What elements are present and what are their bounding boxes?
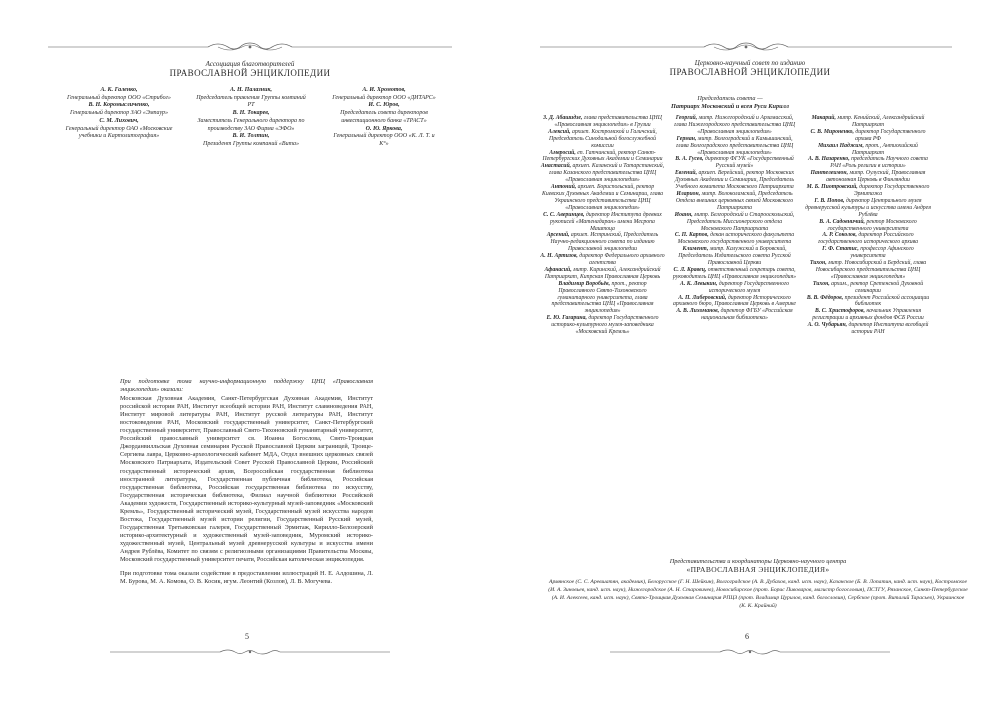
council-member <box>672 246 797 267</box>
member-title: митр. Волгоградский и Камышинский, глава Волгоградского представительства ЦНЦ «Православная энциклопедия» <box>675 135 794 156</box>
ack-institutions: Московская Духовная Академия, Санкт-Петербургская Духовная Академия, Институт российской истории РАН, Институт всеобщей истории РАН, Институт славяноведения РАН, Институт мировой литературы РАН, Институт русской литературы РАН, Институт востоковедения РАН, Московский государственный университет, Санкт-Петербургский государственный университет, Православный Свято-Тихоновский гуманитарный университет, Российский православный университет св. Иоанна Богослова, Свято-Троицкая Джорданвилльская Духовная семинария Русской Православной Церкви заграницей, Троице-Сергиева лавра, Церковно-археологический кабинет МДА, Отдел внешних церковных связей Московского Патриархата, Издательский Совет Русской Православной Церкви, Российский государственный исторический архив, Всероссийская государственная библиотека иностранной литературы, Государственная публичная библиотека, Российская государственная библиотека, Российская государственная библиотека по искусству, Государственная историческая библиотека, Филиал научной библиотеки Российской Академии художеств, Государственный историко-культурный музей-заповедник «Московский Кремль», Государственный исторический музей, Государственный музей искусства народов Востока, Государственный музей истории религии, Государственный Русский музей, Государственная Третьяковская галерея, Государственный Эрмитаж, Кирилло-Белозерский историко-архитектурный и художественный музей-заповедник, Муромский историко-художественный музей, Центральный музей древнерусской культуры и искусства имени Андрея Рублёва, Комитет по связям с религиозными организациями Правительства Москвы, Московский государственный университет печати, Российская католическая энциклопедия. <box>120 395 373 564</box>
council-member <box>540 267 665 281</box>
member-name: Алексий, <box>548 128 571 135</box>
member-title: архиеп. Верейский, ректор Московских Духовных Академии и Семинарии, Председатель Учебного комитета Московского Патриархата <box>675 170 795 191</box>
member-name: М. Б. Пиотровский, <box>806 184 858 191</box>
member-title: директор Российского государственного исторического архива <box>818 232 918 246</box>
council-member <box>804 143 932 157</box>
member-name: А. К. Левыкин, <box>680 280 718 287</box>
member-title: директор ФГУК «Государственный Русский музей» <box>704 156 794 170</box>
council-member <box>672 267 797 281</box>
member-title: профессор Афинского университета <box>850 246 914 260</box>
council-member <box>540 232 665 253</box>
council-member <box>540 115 665 129</box>
donor-title: Заместитель Генерального директора по производству ЗАО Фирма «ЭФО» <box>197 117 305 132</box>
header-ornament <box>540 40 952 54</box>
council-member <box>540 150 665 164</box>
council-header <box>500 59 1000 77</box>
council-member <box>540 163 665 184</box>
member-name: С. С. Аверинцев, <box>543 211 585 218</box>
council-member <box>804 129 932 143</box>
member-name: А. Н. Артизов, <box>540 253 578 260</box>
ack-illustrations: При подготовке тома оказали содействие в предоставлении иллюстраций Н. Е. Алдошина, Л. М. Бурова, М. А. Комова, О. В. Косик, игум. Леонтий (Козлов), Л. В. Могучева. <box>120 570 373 586</box>
donor-column-1 <box>64 87 174 141</box>
member-name: Пантелеимон, <box>810 170 849 177</box>
member-title: прот., ректор Православного Свято-Тихоновского гуманитарного университета, глава представительства ЦНЦ «Православная энциклопедия» <box>551 280 654 315</box>
member-title: директор Государственного Эрмитажа <box>853 184 930 197</box>
member-name: В. А. Садовничий, <box>819 218 865 225</box>
council-member <box>804 184 932 198</box>
council-chairman <box>600 95 860 111</box>
member-name: С. Л. Кравец, <box>673 266 707 273</box>
council-member <box>672 308 797 322</box>
donor-title: Генеральный директор ООО «К. Л. Т. и К°» <box>333 133 435 147</box>
member-title: председатель Научного совета РАН «Роль религии в истории» <box>830 156 928 170</box>
member-name: Анастасий, <box>540 163 572 170</box>
donor-name: С. М. Лихович, <box>99 117 139 124</box>
donor-title: Генеральный директор ОАО «Московские учебники и Картолитография» <box>65 125 173 140</box>
ack-intro: При подготовке тома научно-информационную поддержку ЦНЦ «Православная энциклопедия» оказали: <box>120 378 373 394</box>
member-name: З. Д. Абашидзе, <box>543 115 583 121</box>
member-title: митр. Кенийский, Александрийский Патриархат <box>837 115 925 128</box>
association-header <box>0 60 500 78</box>
member-title: митр. Калужский и Боровский, Председатель Издательского совета Русской Православной Церкви <box>678 246 791 267</box>
council-member <box>672 191 797 212</box>
council-member <box>540 315 665 336</box>
member-name: Михаил Наджим, <box>818 142 864 149</box>
council-member <box>804 170 932 184</box>
member-title: архиеп. Бориспольский, ректор Киевских Духовных Академии и Семинарии, глава Украинского представительства ЦНЦ «Православная энциклопедия» <box>542 184 663 211</box>
member-name: В. С. Христофоров, <box>814 308 865 315</box>
council-header-line2: ПРАВОСЛАВНОЙ ЭНЦИКЛОПЕДИИ <box>669 67 831 78</box>
member-title: начальник Управления регистрации и архивных фондов ФСБ России <box>812 308 924 322</box>
member-title: директор ФГБУ «Российская национальная библиотека» <box>701 308 793 322</box>
member-title: директор Института древних рукописей «Матенадаран» имени Месропа Маштоца <box>550 211 662 232</box>
council-member <box>804 322 932 336</box>
member-title: прот., Антиохийский Патриархат <box>851 142 918 156</box>
member-title: митр. Оулуский, Православная автономная Церковь в Финляндии <box>826 170 926 184</box>
association-header-line1: Ассоциация благотворителей <box>205 60 295 68</box>
representations-section <box>548 558 968 609</box>
member-title: директор Государственного историко-культурного музея-заповедника «Московский Кремль» <box>551 315 659 336</box>
donor-entry <box>64 87 174 102</box>
council-member <box>540 281 665 316</box>
donor-entry <box>192 133 310 148</box>
footer-ornament-right <box>610 644 890 654</box>
member-title: директор Центрального музея древнерусской культуры и искусства имени Андрея Рублёва <box>805 197 931 218</box>
council-member <box>804 115 932 129</box>
representations-heading-line2: «ПРАВОСЛАВНАЯ ЭНЦИКЛОПЕДИЯ» <box>686 565 830 574</box>
council-member <box>540 212 665 233</box>
council-member <box>804 308 932 322</box>
donor-entry <box>328 102 440 125</box>
member-title: митр. Киринский, Александрийский Патриархат, Кипрская Православная Церковь <box>544 266 661 280</box>
member-title: митр. Нижегородский и Арзамасский, глава Нижегородского представительства ЦНЦ «Православная энциклопедия» <box>673 115 796 135</box>
member-name: Арсений, <box>546 232 570 239</box>
member-title: архим., ректор Сретенской Духовной семинарии <box>831 280 924 294</box>
member-name: Евгений, <box>674 170 698 177</box>
member-name: Владимир Воробьёв, <box>558 280 611 287</box>
member-title: директор Исторического архивного бюро, Православная Церковь в Америке <box>673 294 796 308</box>
donor-title: Председатель правления Группы компаний РТ <box>196 94 306 109</box>
donor-name: В. Н. Коромысличенко, <box>88 102 150 109</box>
council-member <box>540 184 665 212</box>
donor-name: И. С. Юров, <box>368 102 400 109</box>
member-title: президент Российской ассоциации библиотек <box>844 294 930 308</box>
council-column-2 <box>672 115 797 322</box>
donor-title: Генеральный директор ООО «Стрибог» <box>67 94 171 101</box>
council-member <box>804 198 932 219</box>
donor-title: Генеральный директор ЗАО «Эмпаур» <box>69 110 169 117</box>
donor-name: А. Н. Палазник, <box>230 87 272 93</box>
donor-entry <box>192 87 310 110</box>
council-member <box>672 295 797 309</box>
donor-name: В. И. Толтин, <box>232 133 270 140</box>
page-number-left: 5 <box>245 632 249 641</box>
member-title: директор Государственного исторического музея <box>708 280 789 294</box>
member-title: архиеп. Истринский, Председатель Научно-редакционного совета по изданию Православной энциклопедии <box>550 232 659 253</box>
page-number-right: 6 <box>745 632 749 641</box>
donor-title: Президент Группы компаний «Вита» <box>203 140 299 147</box>
donor-entry <box>328 126 440 149</box>
association-header-line2: ПРАВОСЛАВНОЙ ЭНЦИКЛОПЕДИИ <box>169 68 331 79</box>
member-name: А. В. Назаренко, <box>808 156 850 163</box>
chairman-name: Патриарх Московский и всея Руси Кирилл <box>671 103 789 110</box>
council-member <box>672 212 797 233</box>
member-name: Тихон, <box>809 260 827 267</box>
member-name: Г. В. Попов, <box>814 197 845 204</box>
member-name: Антоний, <box>550 184 577 191</box>
council-member <box>672 156 797 170</box>
donor-name: О. Ю. Яркова, <box>365 125 403 132</box>
council-header-line1: Церковно-научный совет по изданию <box>694 59 806 67</box>
member-title: директор Института всеобщей истории РАН <box>848 322 929 336</box>
council-member <box>540 253 665 267</box>
council-member <box>804 232 932 246</box>
member-title: директор Федерального архивного агентства <box>579 253 665 267</box>
member-name: А. В. Лихоманов, <box>676 308 720 315</box>
member-title: архиеп. Казанский и Татарстанский, глава Казанского представительства ЦНЦ «Православная энциклопедия» <box>548 163 665 184</box>
donor-entry <box>328 87 440 102</box>
member-title: глава представительства ЦНЦ «Православная энциклопедия» в Грузии <box>554 115 662 128</box>
header-ornament <box>48 40 452 54</box>
member-name: Г. Ф. Статис, <box>822 246 859 253</box>
member-name: В. В. Фёдоров, <box>806 294 844 301</box>
member-name: В. А. Гусев, <box>675 156 704 163</box>
footer-ornament-left <box>110 644 390 654</box>
member-name: Иоанн, <box>674 211 693 218</box>
member-name: А. О. Чубарьян, <box>807 322 848 329</box>
member-title: ректор Московского государственного университета <box>827 218 917 232</box>
member-name: Е. Ю. Гагарина, <box>546 315 587 322</box>
member-title: директор Государственного архива РФ <box>855 128 926 142</box>
donor-entry <box>64 118 174 141</box>
member-title: еп. Гатчинский, ректор Санкт-Петербургских Духовных Академии и Семинарии <box>542 149 663 163</box>
council-member <box>672 281 797 295</box>
donor-title: Генеральный директор ООО «ДИТАРС» <box>332 94 436 101</box>
representations-heading-line1: Представительства и координаторы Церковно-научного центра <box>669 558 847 565</box>
donor-name: А. К. Галенко, <box>100 87 138 93</box>
acknowledgements <box>120 378 373 592</box>
member-name: Афанасий, <box>544 266 572 273</box>
donor-column-2 <box>192 87 310 149</box>
member-name: С. П. Карпов, <box>674 232 709 239</box>
member-name: А. Р. Соколов, <box>822 232 857 239</box>
member-name: Климент, <box>682 246 709 253</box>
member-name: Амвросий, <box>549 149 576 156</box>
council-column-3 <box>804 115 932 336</box>
member-name: Герман, <box>676 135 697 142</box>
member-title: архиеп. Костромской и Галичский, Председатель Синодальной богослужебной комиссии <box>549 128 657 149</box>
council-member <box>672 170 797 191</box>
donor-title: Председатель совета директоров инвестиционного банка «ТРАСТ» <box>340 110 428 124</box>
donor-entry <box>64 102 174 117</box>
council-column-1 <box>540 115 665 336</box>
council-member <box>672 136 797 157</box>
council-member <box>804 295 932 309</box>
member-title: ответственный секретарь совета, руководитель ЦНЦ «Православная энциклопедия» <box>672 266 797 280</box>
council-member <box>672 115 797 136</box>
council-member <box>804 260 932 281</box>
member-name: С. В. Мироненко, <box>810 128 854 135</box>
member-title: декан исторического факультета Московского государственного университета <box>677 232 795 246</box>
member-title: митр. Волоколамский, Председатель Отдела внешних церковных связей Московского Патриархата <box>675 190 794 211</box>
donor-name: В. Н. Токарев, <box>232 110 270 117</box>
member-name: Тихон, <box>812 280 830 287</box>
chairman-role: Председатель совета — <box>697 95 763 102</box>
member-name: Георгий, <box>675 115 698 121</box>
donor-column-3 <box>328 87 440 149</box>
council-member <box>804 156 932 170</box>
representations-list: Армянское (С. С. Аревшатян, академик), Белорусское (Г. Н. Шейкин), Волгоградское (А. В. Дубахов, канд. ист. наук), Казанское (Б. В. Лопатин, канд. ист. наук), Костромское (И. А. Зиновьев, канд. ист. наук), Нижегородское (А. Н. Старовичев), Новосибирское (прот. Борис Пивоваров, магистр богословия), ПСТГУ, Рязанское, Санкт-Петербургское (А. И. Алексеев, канд. ист. наук), Свято-Троицкая Духовная Семинария РПЦЗ (прот. Владимир Цурилов, канд. богословия), Сербское (прот. Виталий Тарасьев), Украинское (К. К. Крайний) <box>548 579 968 609</box>
member-name: Макарий, <box>811 115 836 121</box>
council-member <box>672 232 797 246</box>
member-name: А. П. Либеровский, <box>678 294 727 301</box>
council-member <box>804 281 932 295</box>
donor-name: А. И. Хромотов, <box>362 87 406 93</box>
member-name: Иларион, <box>676 190 701 197</box>
member-title: митр. Новосибирский и Бердский, глава Новосибирского представительства ЦНЦ «Православная энциклопедия» <box>815 260 927 280</box>
donor-entry <box>192 110 310 133</box>
council-member <box>804 219 932 233</box>
council-member <box>540 129 665 150</box>
council-member <box>804 246 932 260</box>
member-title: митр. Белгородский и Старооскольский, Председатель Миссионерского отдела Московского Патриархата <box>686 211 795 232</box>
